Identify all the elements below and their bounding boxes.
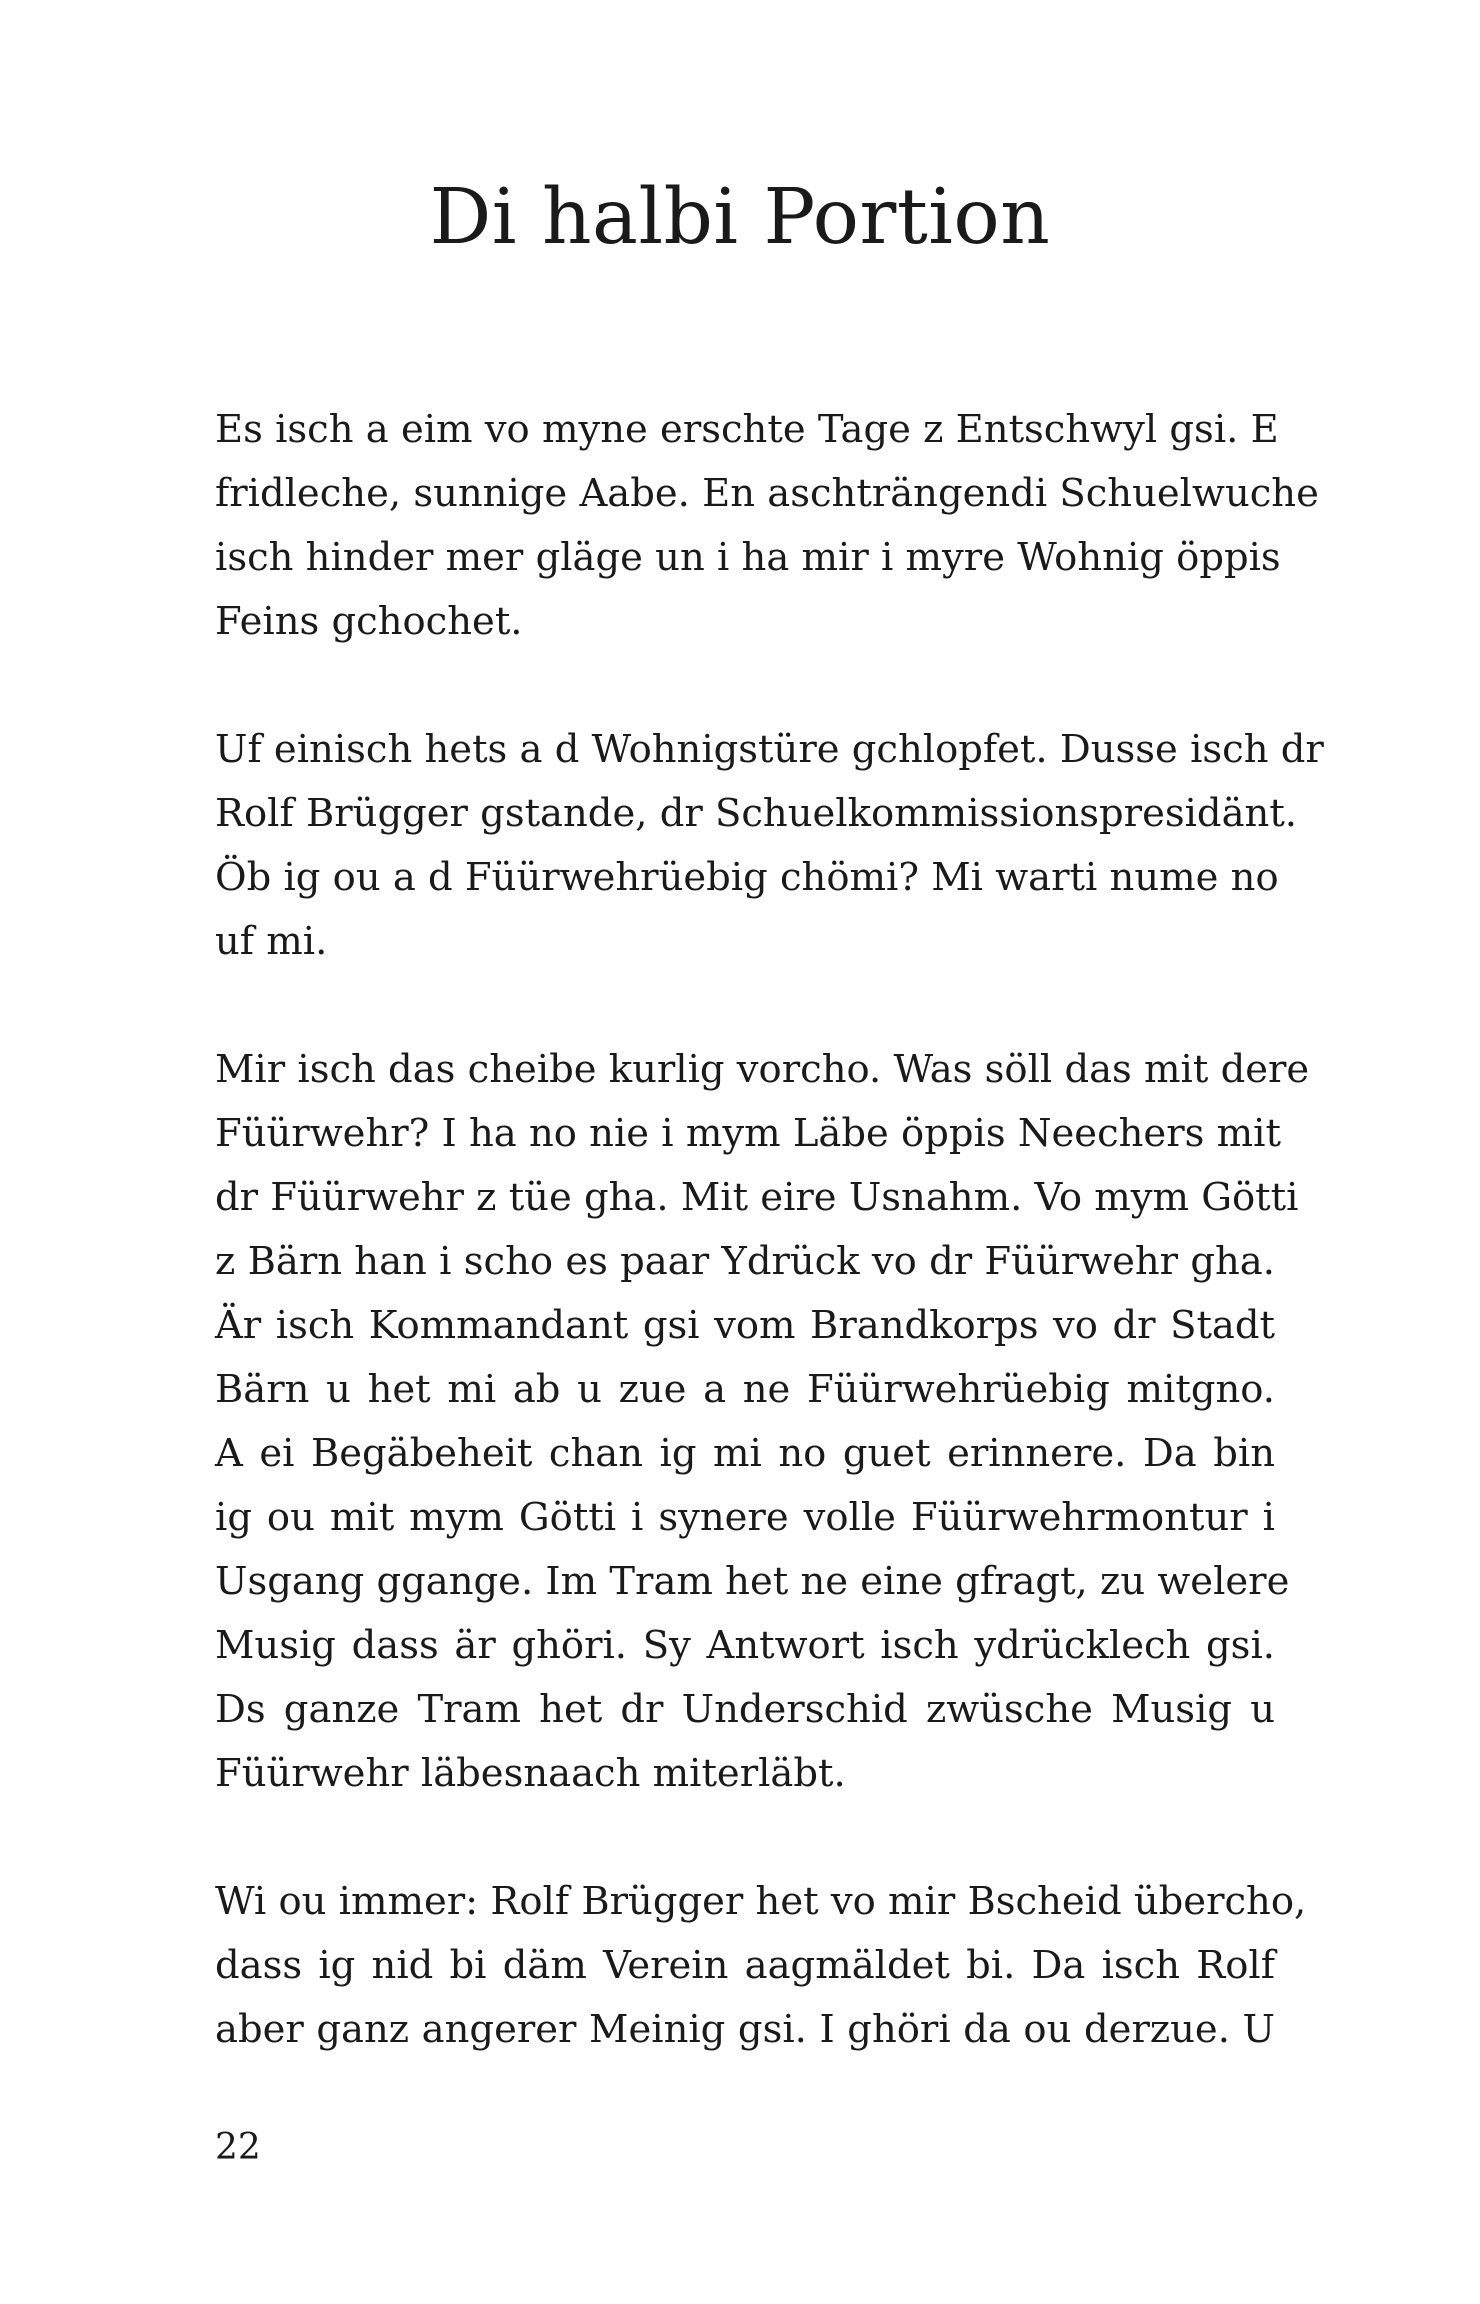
text-line: Füürwehr? I ha no nie i mym Läbe öppis Neechers mit <box>215 1111 1281 1156</box>
page-number: 22 <box>215 2127 261 2168</box>
paragraph <box>215 718 1324 974</box>
text-line: Öb ig ou a d Füürwehrüebig chömi? Mi warti nume no <box>215 855 1279 900</box>
text-line: isch hinder mer gläge un i ha mir i myre Wohnig öppis <box>215 535 1281 580</box>
text-line: Usgang ggange. Im Tram het ne eine gfragt, zu welere <box>215 1559 1290 1604</box>
text-line: Wi ou immer: Rolf Brügger het vo mir Bscheid übercho, <box>215 1879 1307 1924</box>
text-line: Uf einisch hets a d Wohnigstüre gchlopfet. Dusse isch dr <box>215 727 1324 772</box>
text-line: dr Füürwehr z tüe gha. Mit eire Usnahm. Vo mym Götti <box>215 1175 1299 1220</box>
paragraph <box>215 1870 1307 2062</box>
text-line: aber ganz angerer Meinig gsi. I ghöri da ou derzue. U <box>215 2007 1275 2052</box>
text-line: uf mi. <box>215 919 328 964</box>
text-line: Är isch Kommandant gsi vom Brandkorps vo dr Stadt <box>215 1303 1275 1348</box>
text-line: Ds ganze Tram het dr Underschid zwüsche Musig u <box>215 1687 1275 1732</box>
text-line: Rolf Brügger gstande, dr Schuelkommissionspresidänt. <box>215 791 1298 836</box>
body-text <box>215 398 1324 2126</box>
text-line: Bärn u het mi ab u zue a ne Füürwehrüebig mitgno. <box>215 1367 1275 1412</box>
text-line: Füürwehr läbesnaach miterläbt. <box>215 1751 846 1796</box>
text-line: ig ou mit mym Götti i synere volle Füürwehrmontur i <box>215 1495 1275 1540</box>
text-line: Musig dass är ghöri. Sy Antwort isch ydrücklech gsi. <box>215 1623 1275 1668</box>
text-line: A ei Begäbeheit chan ig mi no guet erinnere. Da bin <box>215 1431 1275 1476</box>
text-line: Feins gchochet. <box>215 599 523 644</box>
text-line: fridleche, sunnige Aabe. En aschträngendi Schuelwuche <box>215 471 1319 516</box>
text-line: dass ig nid bi däm Verein aagmäldet bi. Da isch Rolf <box>215 1943 1275 1988</box>
text-line: Es isch a eim vo myne erschte Tage z Entschwyl gsi. E <box>215 407 1279 452</box>
paragraph <box>215 398 1319 654</box>
chapter-title: Di halbi Portion <box>429 173 1051 262</box>
text-line: Mir isch das cheibe kurlig vorcho. Was söll das mit dere <box>215 1047 1310 1092</box>
paragraph <box>215 1038 1310 1806</box>
text-line: z Bärn han i scho es paar Ydrück vo dr Füürwehr gha. <box>215 1239 1275 1284</box>
